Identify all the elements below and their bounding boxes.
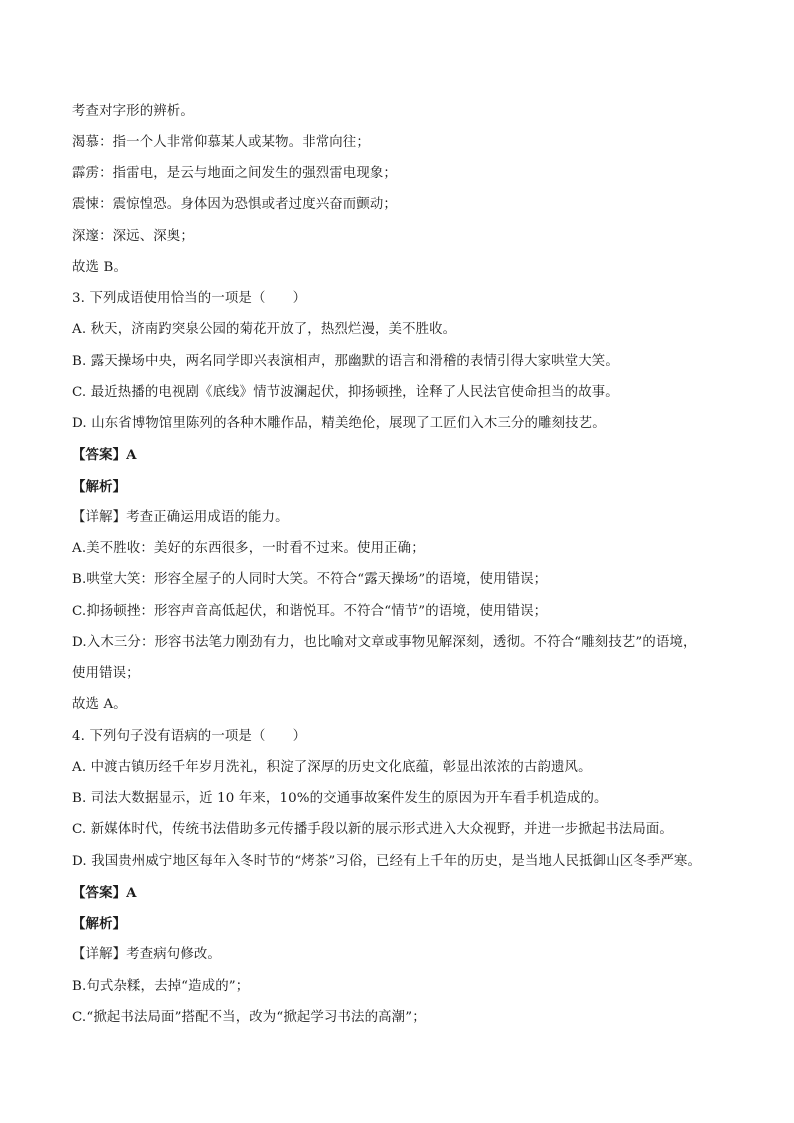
option-c: C. 最近热播的电视剧《底线》情节波澜起伏，抑扬顿挫，诠释了人民法官使命担当的故事。	[72, 385, 619, 400]
option-a: A. 中渡古镇历经千年岁月洗礼，积淀了深厚的历史文化底蕴，彰显出浓浓的古韵遗风。	[72, 760, 592, 775]
text-line: 使用错误；	[72, 666, 140, 681]
option-d: D. 山东省博物馆里陈列的各种木雕作品，精美绝伦，展现了工匠们入木三分的雕刻技艺。	[72, 416, 606, 431]
text-line: B.句式杂糅，去掉“造成的”；	[72, 979, 250, 994]
analysis-tag: 【解析】	[72, 916, 127, 932]
text-line: 震悚：震惊惶恐。身体因为恐惧或者过度兴奋而颤动；	[72, 197, 397, 212]
text-line: A.美不胜收：美好的东西很多，一时看不过来。使用正确；	[72, 541, 425, 556]
text-line: C.“掀起书法局面”搭配不当，改为“掀起学习书法的高潮”；	[72, 1010, 426, 1025]
question-title: 4. 下列句子没有语病的一项是（ ）	[72, 729, 307, 744]
detail-line: 【详解】考查正确运用成语的能力。	[72, 510, 289, 525]
option-b: B. 司法大数据显示，近 10 年来，10%的交通事故案件发生的原因为开车看手机造成的。	[72, 791, 608, 806]
text-line: C.抑扬顿挫：形容声音高低起伏，和谐悦耳。不符合“情节”的语境，使用错误；	[72, 604, 548, 619]
answer-tag: 【答案】A	[72, 447, 137, 463]
analysis-tag: 【解析】	[72, 479, 127, 495]
text-line: 渴慕：指一个人非常仰慕某人或某物。非常向往；	[72, 135, 370, 150]
text-line: 故选 A。	[72, 697, 127, 712]
option-b: B. 露天操场中央，两名同学即兴表演相声，那幽默的语言和滑稽的表情引得大家哄堂大笑。	[72, 354, 619, 369]
text-line: 考查对字形的辨析。	[72, 104, 194, 119]
text-line: B.哄堂大笑：形容全屋子的人同时大笑。不符合“露天操场”的语境，使用错误；	[72, 572, 548, 587]
answer-tag: 【答案】A	[72, 885, 137, 901]
option-c: C. 新媒体时代，传统书法借助多元传播手段以新的展示形式进入大众视野，并进一步掀起书法局面。	[72, 822, 673, 837]
text-line: 故选 B。	[72, 260, 128, 275]
text-line: D.入木三分：形容书法笔力刚劲有力，也比喻对文章或事物见解深刻，透彻。不符合“雕刻技艺”的语境，	[72, 635, 697, 650]
question-title: 3. 下列成语使用恰当的一项是（ ）	[72, 291, 307, 306]
text-line: 霹雳：指雷电，是云与地面之间发生的强烈雷电现象；	[72, 166, 397, 181]
detail-line: 【详解】考查病句修改。	[72, 947, 221, 962]
option-a: A. 秋天，济南趵突泉公园的菊花开放了，热烈烂漫，美不胜收。	[72, 322, 457, 337]
text-line: 深邃：深远、深奥；	[72, 229, 194, 244]
option-d: D. 我国贵州威宁地区每年入冬时节的“烤茶”习俗，已经有上千年的历史，是当地人民抵御山区冬季严寒。	[72, 854, 701, 869]
